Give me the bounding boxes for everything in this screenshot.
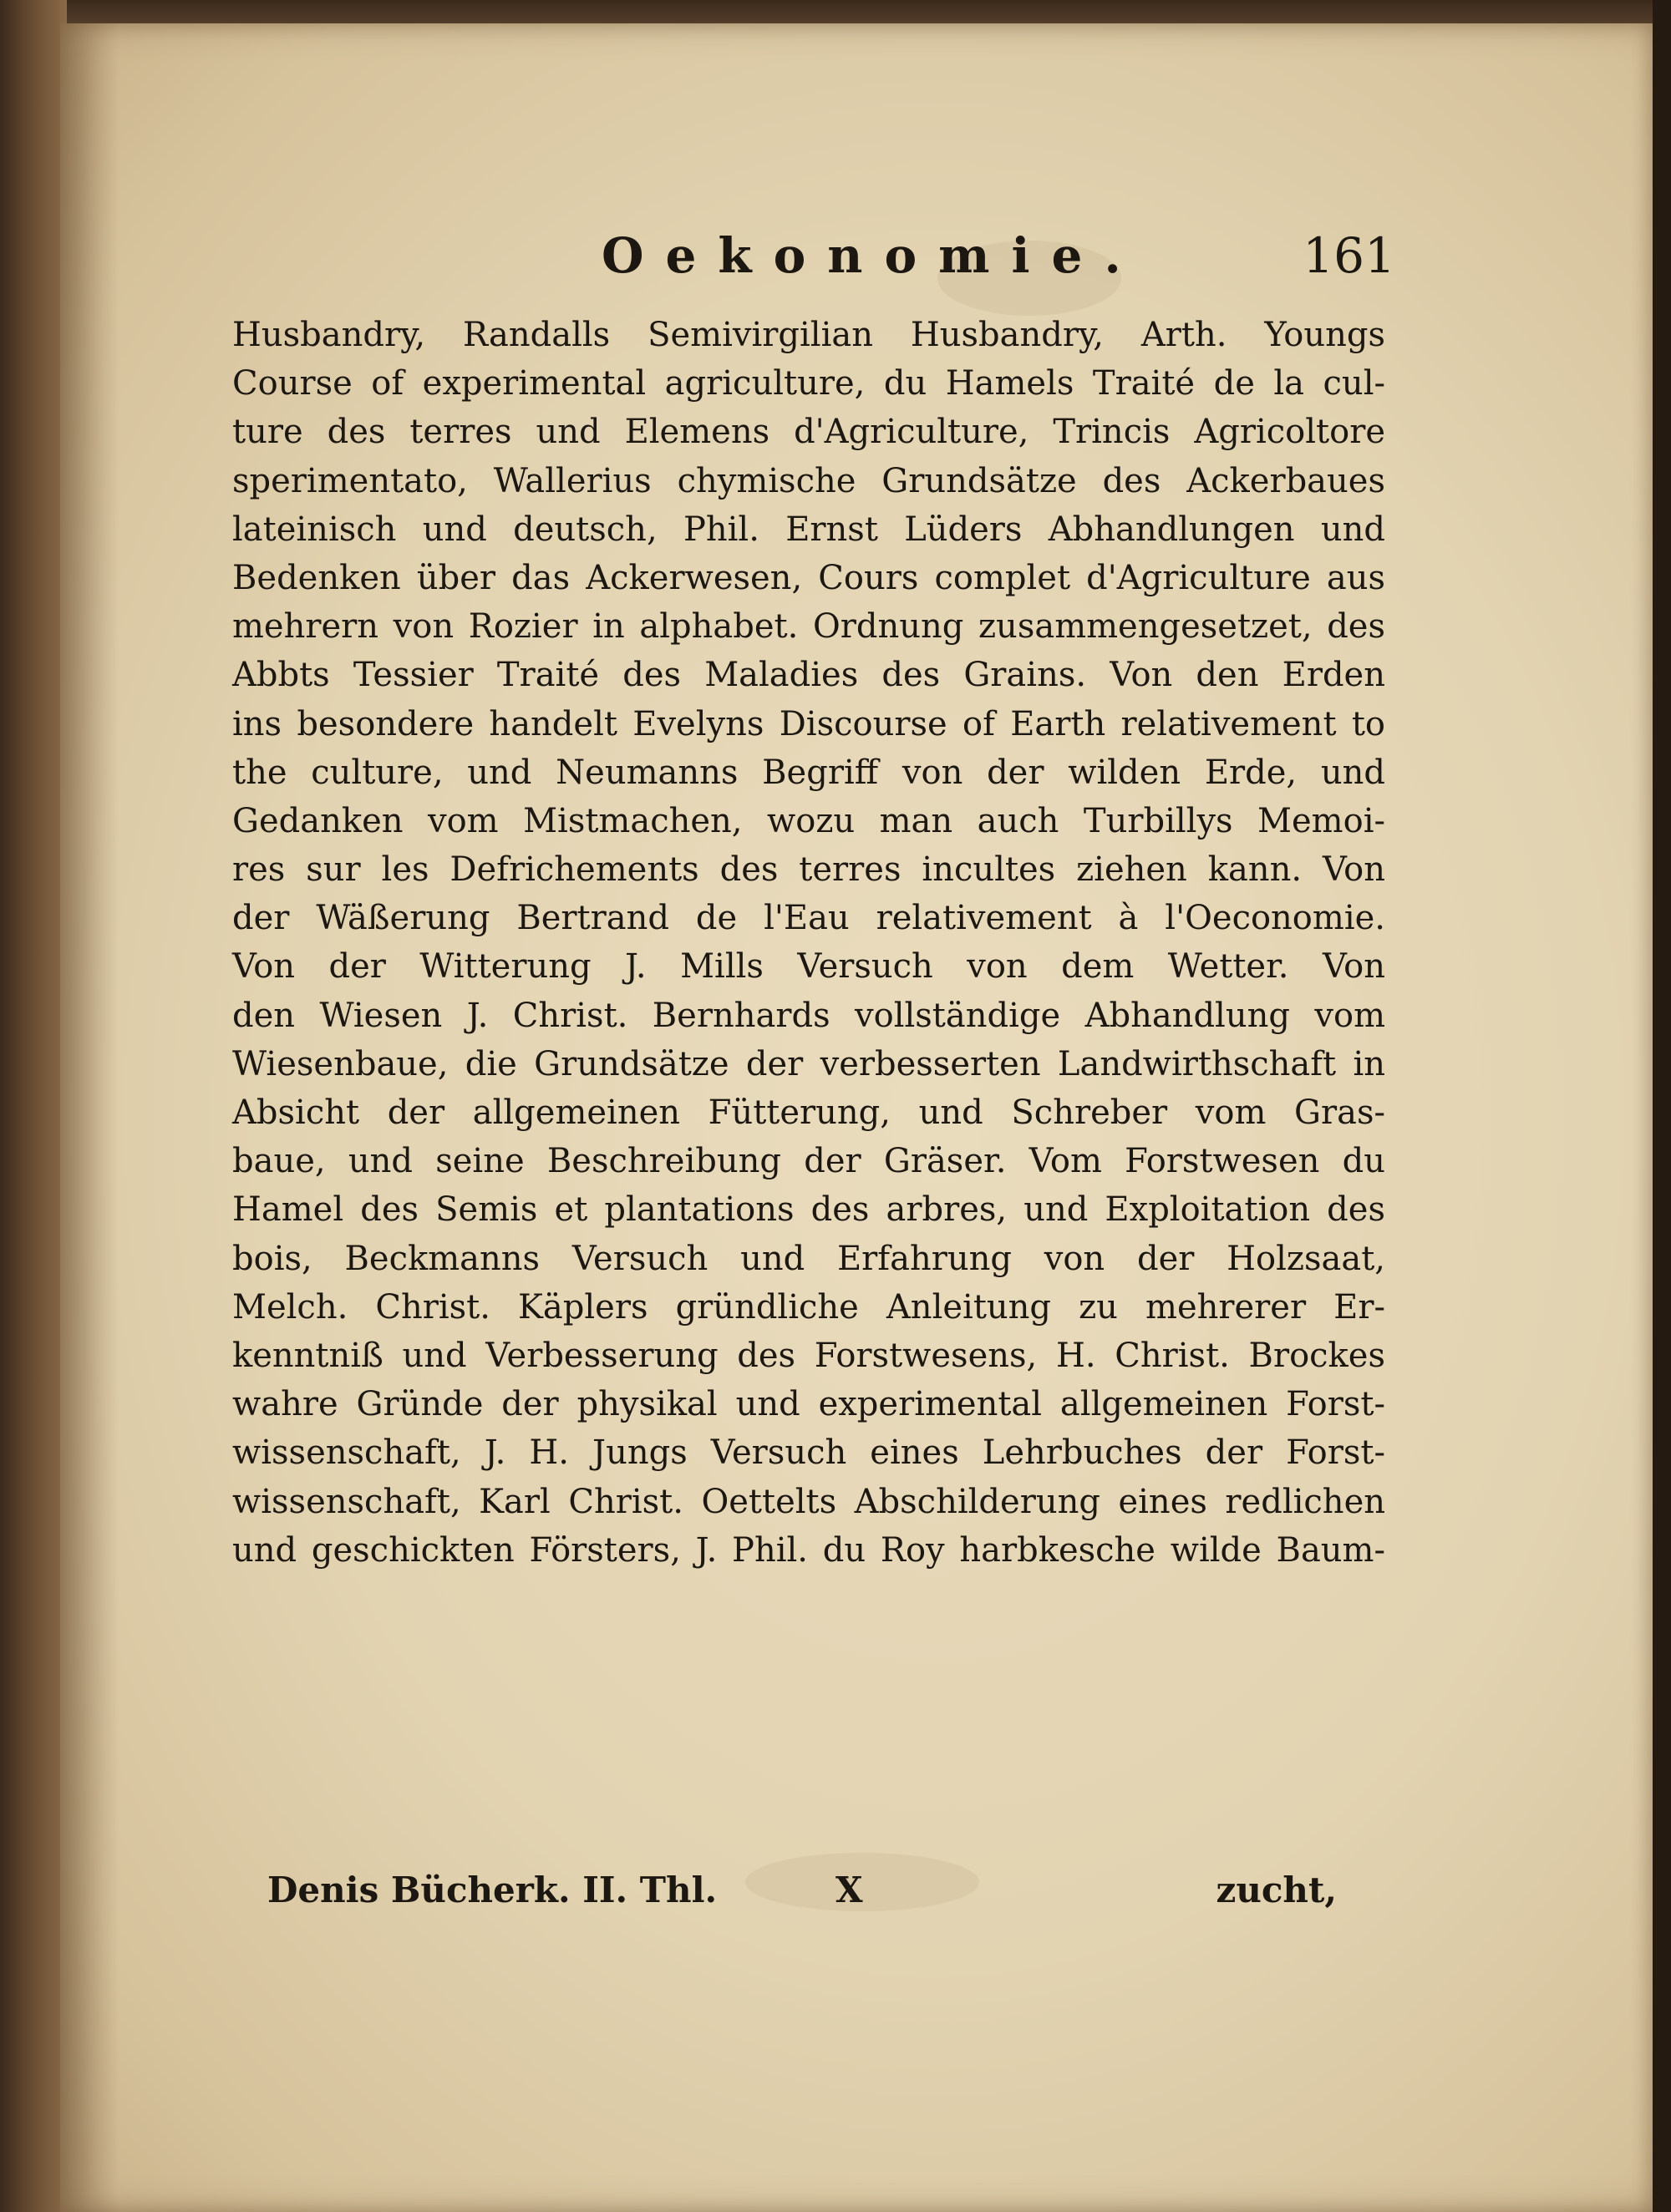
text-line: der Wäßerung Bertrand de l'Eau relativement à l'Oeconomie. — [232, 899, 1385, 938]
text-line: Melch. Christ. Käplers gründliche Anleitung zu mehrerer Er- — [232, 1287, 1385, 1327]
signature-line: Denis Bücherk. II. Thl. — [267, 1870, 718, 1910]
text-line: wahre Gründe der physikal und experimental allgemeinen Forst- — [232, 1385, 1385, 1424]
text-line: den Wiesen J. Christ. Bernhards vollständige Abhandlung vom — [232, 996, 1385, 1035]
catchword: zucht, — [1216, 1870, 1337, 1910]
text-line: Wiesenbaue, die Grundsätze der verbesserten Landwirthschaft in — [232, 1044, 1385, 1083]
body-text — [232, 311, 1385, 1575]
text-line: Bedenken über das Ackerwesen, Cours complet d'Agriculture aus — [232, 558, 1385, 597]
text-line: und geschickten Försters, J. Phil. du Roy harbkesche wilde Baum- — [232, 1530, 1385, 1570]
page-number: 161 — [1303, 227, 1395, 284]
text-line: Hamel des Semis et plantations des arbres, und Exploitation des — [232, 1190, 1385, 1230]
running-title: Oekonomie. — [602, 227, 1143, 284]
text-line: wissenschaft, Karl Christ. Oettelts Abschilderung eines redlichen — [232, 1482, 1385, 1521]
text-line: bois, Beckmanns Versuch und Erfahrung von der Holzsaat, — [232, 1239, 1385, 1278]
text-line: Absicht der allgemeinen Fütterung, und Schreber vom Gras- — [232, 1093, 1385, 1132]
gutter-shadow — [60, 23, 119, 2212]
book-cover-right-edge — [1653, 0, 1671, 2212]
text-line: Course of experimental agriculture, du Hamels Traité de la cul- — [232, 364, 1385, 403]
text-line: Von der Witterung J. Mills Versuch von dem Wetter. Von — [232, 947, 1385, 987]
page-footer — [267, 1870, 1337, 1928]
text-line: the culture, und Neumanns Begriff von der wilden Erde, und — [232, 753, 1385, 792]
text-line: lateinisch und deutsch, Phil. Ernst Lüders Abhandlungen und — [232, 510, 1385, 549]
text-line: Gedanken vom Mistmachen, wozu man auch Turbillys Memoi- — [232, 801, 1385, 840]
book-spine-edge — [0, 0, 67, 2212]
text-line: Husbandry, Randalls Semivirgilian Husbandry, Arth. Youngs — [232, 316, 1385, 354]
page-header — [209, 227, 1395, 302]
text-line: ins besondere handelt Evelyns Discourse of Earth relativement to — [232, 704, 1385, 743]
text-line: mehrern von Rozier in alphabet. Ordnung zusammengesetzet, des — [232, 607, 1385, 647]
text-line: wissenschaft, J. H. Jungs Versuch eines Lehrbuches der Forst- — [232, 1433, 1385, 1473]
text-line: sperimentato, Wallerius chymische Grundsätze des Ackerbaues — [232, 461, 1385, 500]
text-line: Abbts Tessier Traité des Maladies des Grains. Von den Erden — [232, 656, 1385, 695]
text-line: kenntniß und Verbesserung des Forstwesens, H. Christ. Brockes — [232, 1336, 1385, 1375]
sheet-mark: X — [836, 1870, 863, 1910]
text-line: ture des terres und Elemens d'Agriculture, Trincis Agricoltore — [232, 413, 1385, 452]
text-line: res sur les Defrichements des terres incultes ziehen kann. Von — [232, 850, 1385, 890]
text-line: baue, und seine Beschreibung der Gräser. Vom Forstwesen du — [232, 1142, 1385, 1181]
